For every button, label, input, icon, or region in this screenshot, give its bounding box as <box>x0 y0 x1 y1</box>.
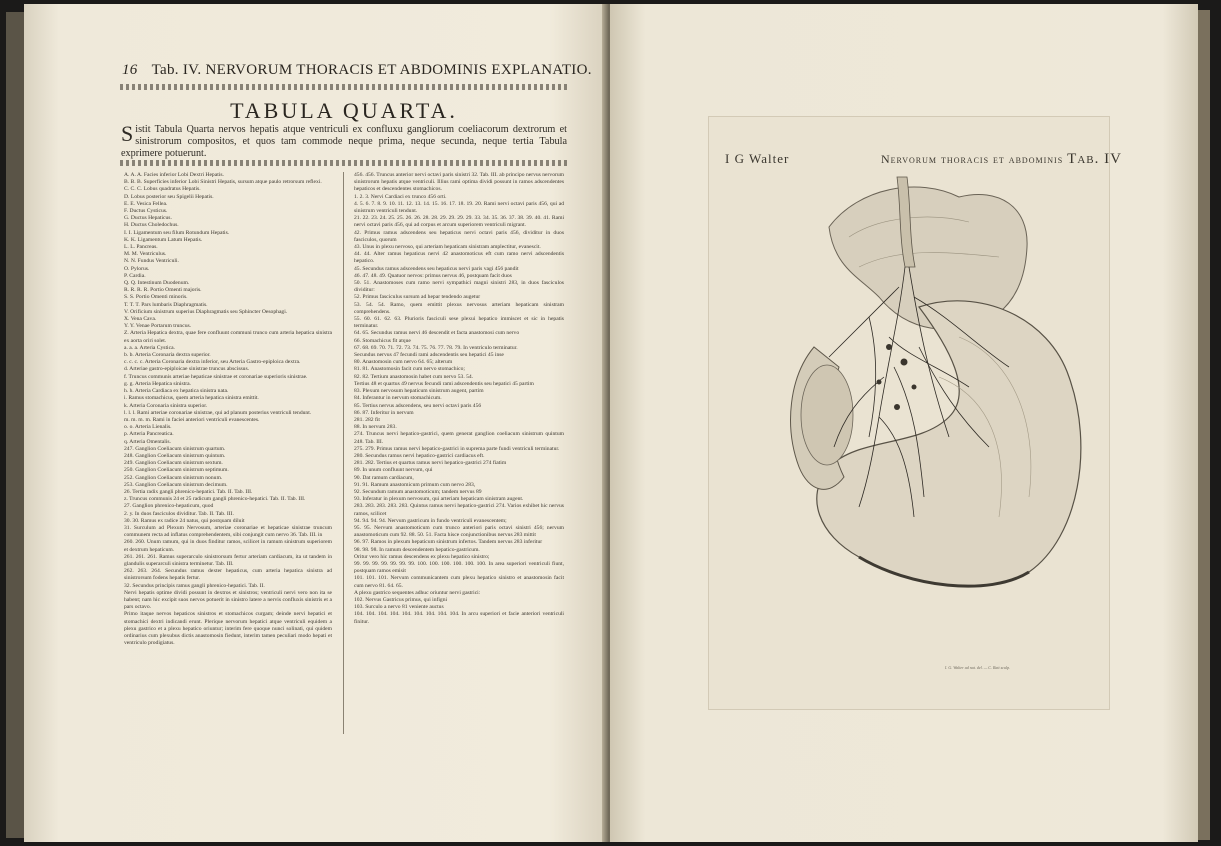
legend-entry: 64. 65. Secundus ramus nervi 46 descendit et facta anastomosi cum nervo <box>354 330 520 337</box>
legend-entry: A. A. A. Facies inferior Lobi Dextri Hepatis. <box>124 172 224 178</box>
legend-entry: Secundus nervus 47 fecundi rami adscendentis seu hepatici 45 inse <box>354 352 504 359</box>
legend-entry: Nervi hepatis optime dividi possunt in dextros et sinistros; ventriculi nervi vero non ita se habent; nam hic excipit suos nervos potuerit in sinistro latere a nervis confluxis sinistris et a pars octavo. <box>124 589 332 611</box>
legend-entry: 27. Ganglion phrenico-hepaticum, quod <box>124 503 214 510</box>
legend-entry: 52. Primus fasciculus sursum ad hepar tendendo augetur <box>354 294 481 301</box>
legend-entry: 102. Nervus Gastricus primus, qui infigni <box>354 596 448 603</box>
plate-tab-label: Tab. IV <box>1067 151 1122 167</box>
legend-entry: 26. Tertia radix gangli phrenico-hepatici. Tab. II. Tab. III. <box>124 488 253 495</box>
running-title: Tab. IV. NERVORUM THORACIS ET ABDOMINIS EXPLANATIO. <box>151 62 592 78</box>
legend-entry: I. I. Ligamentum seu filum Rotundum Hepatis. <box>124 229 230 236</box>
legend-entry: 82. 82. Tertium anastomosin habet cum nervo 53. 54. <box>354 373 474 380</box>
legend-entry: d. Arteriae gastro-epiploicae sinistrae truncus abscissus. <box>124 366 250 373</box>
legend-entry: a. a. a. Arteria Cystica. <box>124 344 175 351</box>
legend-entry: 43. Unus in plexu nervoso, qui arteriam hepaticam sinistram amplectitur, evanescit. <box>354 244 541 251</box>
legend-entry: 96. 97. Ramos in plexum hepaticum sinistrum infertos. Tandem nervus 283 inferitur <box>354 539 543 546</box>
legend-entry: 99. 99. 99. 99. 99. 99. 99. 100. 100. 100. 100. 100. 100. In area superiori ventriculi fiunt, postquam ramos emisit <box>354 560 564 575</box>
legend-entry: k. Arteria Coronaria sinistra superior. <box>124 402 208 409</box>
legend-column-right <box>354 172 564 626</box>
legend-entry: H. Ductus Choledochus. <box>124 222 179 229</box>
legend-entry: P. Cardia. <box>124 272 146 279</box>
legend-column-left <box>124 172 332 647</box>
engraved-plate <box>708 116 1122 710</box>
legend-entry: Oritur vero hic ramus descendens ex plexu hepatico sinistro; <box>354 553 490 560</box>
legend-entry: D. Lobus posterior seu Spigelii Hepatis. <box>124 193 214 200</box>
legend-entry: 50. 51. Anastomoses cum ramo nervi sympathici magni sinistri 283, in duos fasciculos dividitur: <box>354 280 564 294</box>
legend-entry: Q. Q. Intestinum Duodenum. <box>124 280 190 287</box>
legend-entry: 91. 91. Ramum anastomicum primum cum nervo 283, <box>354 481 476 488</box>
legend-entry: i. Ramus stomachicus, quem arteria hepatica sinistra emittit. <box>124 395 259 402</box>
plate-title-text: Nervorum thoracis et abdominis <box>881 152 1064 166</box>
legend-entry: 66. Stomachicus fit atque <box>354 337 411 344</box>
book-edge-right <box>1198 10 1210 840</box>
legend-entry: l. l. l. Rami arteriae coronariae sinistrae, qui ad planum posterius ventriculi tendunt. <box>124 409 312 416</box>
legend-entry: 45. Secundus ramus adscendens seu hepaticus nervi paris vagi 456 pandit <box>354 265 519 272</box>
legend-entry: 98. 98. 98. In ramum descendentem hepatico-gastricum. <box>354 546 480 553</box>
intro-text: istit Tabula Quarta nervos hepatis atque ventriculi ex confluxu gangliorum coeliacorum dextrorum et sinistrorum compositos, et quos tam commode neque prima, neque secunda, neque tertia Tabula exprimere potuerunt. <box>121 124 567 159</box>
legend-entry: 67. 68. 69. 70. 71. 72. 73. 74. 75. 76. 77. 78. 79. In ventriculo terminatur. <box>354 344 518 351</box>
legend-entry: 253. Ganglion Coeliacum sinistrum decimum. <box>124 481 228 488</box>
legend-entry: m. m. m. m. Rami in faciei anteriori ventriculi evanescentes. <box>124 416 260 423</box>
legend-entry: 262. 263. 264. Secundus ramus dexter hepaticus, cum arteria hepatica sinistra ad sinistrorsum fodens hepatis fertur. <box>124 568 332 582</box>
legend-entry: 283. 283. 283. 283. 283. Quintus ramus nervi hepatico-gastrici 274. Varios exhibet hic nervus ramos, scilicet <box>354 503 564 517</box>
legend-entry: Tertius 48 et quartus 49 nervus fecundi rami adscendentis seu hepatici 45 partim <box>354 380 534 387</box>
legend-entry: z. Truncus communis 24 et 25 radicum gangli phrenico-hepatici. Tab. II. Tab. III. <box>124 496 306 503</box>
legend-entry: p. Arteria Pancreatica. <box>124 431 174 438</box>
ornament-rule-top <box>120 84 568 90</box>
legend-entry: h. h. Arteria Cardiaca ex hepatica sinistra nata. <box>124 388 229 395</box>
legend-entry: 86. 87. Inferitur in nervum <box>354 409 414 416</box>
legend-entry: 281. 282. Tertius et quartus ramus nervi hepatico-gastrici 274 fiatim <box>354 460 507 467</box>
legend-entry: X. Vena Cava. <box>124 316 157 323</box>
legend-entry: Primo itaque nervos hepaticos sinistros et stomachicos curgam; deinde nervi hepatici et stomachici dextri indicandi erunt. Plerique nervorum hepatici atque ventriculi equidem a plexu gastrico et a plexu hepatico oriuntur; interim fere quoque nunci solinati, qui quidem ordinarius cum plexubus dictis anastomosin fiedunt, interim tamen peculiari modo hepati et ventriculo prodigiatus. <box>124 611 332 647</box>
legend-entry: B. B. B. Superficies inferior Lobi Sinistri Hepatis, sursum atque paulo retrorsum reflexi. <box>124 179 322 186</box>
legend-entry: V. Orificium sinistrum superius Diaphragmatis seu Sphincter Oesophagi. <box>124 308 288 315</box>
legend-entry: M. M. Ventriculus. <box>124 251 167 258</box>
legend-entry: 280. Secundus ramus nervi hepatico-gastrici cardiacus eft. <box>354 452 485 459</box>
legend-entry: O. Pylorus. <box>124 265 150 272</box>
legend-entry: 261. 261. 261. Ramus superarculo sinistrorsum fertur arteriam cardiacum, ita ut tandem in glandulis superarculi sinistra terminetur. Tab. III. <box>124 553 332 567</box>
legend-entry: 46. 47. 48. 49. Quatuor nervos: primus nervus 46, postquam facit duos <box>354 272 512 279</box>
legend-entry: c. c. c. c. Arteria Coronaria dextra inferior, seu Arteria Gastro-epiploica dextra. <box>124 359 301 366</box>
legend-entry: 2. y. In duos fasciculos dividitur. Tab. II. Tab. III. <box>124 510 234 517</box>
legend-entry: 252. Ganglion Coeliacum sinistrum nonum. <box>124 474 223 481</box>
legend-entry: 89. In unum confluunt nervum, qui <box>354 467 433 474</box>
legend-entry: 92. Secundum ramum anastomoticum; tandem nervus 89 <box>354 488 482 495</box>
legend-entry: 55. 60. 61. 62. 63. Plurioris fasciculi sese plexui hepatico immiscet et sic in hepatis terminatur. <box>354 316 564 330</box>
legend-entry: 260. 260. Unum ramum, qui in duos finditur ramos, scilicet in ramum sinistrum superiorem et dextrum hepaticum. <box>124 539 332 553</box>
legend-entry: 42. Primus ramus adscendens seu hepaticus nervi octavi paris 456, dividitur in duos fasciculos, quorum <box>354 229 564 243</box>
legend-entry: b. b. Arteria Coronaria dextra superior. <box>124 352 211 359</box>
legend-entry: 30. 30. Ramus ex radice 24 natus, qui postquam diluit <box>124 517 245 524</box>
legend-entry: G. Ductus Hepaticus. <box>124 215 172 222</box>
legend-entry: 94. 94. 94. 94. Nervum gastricum in fundo ventriculi evanescentem; <box>354 517 507 524</box>
column-divider <box>343 172 344 734</box>
legend-entry: 93. Inferatur in plexum nervosum, qui arteriam hepaticam sinistram augent. <box>354 496 524 503</box>
legend-entry: K. K. Ligamentum Latum Hepatis. <box>124 236 203 243</box>
legend-entry: 101. 101. 101. Nervum communicantem cum plexu hepatico sinistro et anastomosin facit cum nervo 81. 64. 65. <box>354 575 564 589</box>
legend-entry: 274. Truncus nervi hepatico-gastrici, quem generat ganglion coeliacum sinistrum quintum 248. Tab. III. <box>354 431 564 445</box>
legend-entry: Y. Y. Venae Portarum truncus. <box>124 323 192 330</box>
legend-entry: S. S. Portio Omenti minoris. <box>124 294 188 301</box>
legend-entry: F. Ductus Cysticus. <box>124 208 168 215</box>
legend-entry: 250. Ganglion Coeliacum sinistrum septimum. <box>124 467 229 474</box>
legend-entry: f. Truncus communis arteriae hepaticae sinistrae et coronariae superioris sinistrae. <box>124 373 308 380</box>
section-title: TABULA QUARTA. <box>230 98 458 123</box>
legend-entry: 84. Inferantur in nervum stomachicum. <box>354 395 442 402</box>
legend-entry: E. E. Vesica Fellea. <box>124 200 168 207</box>
plate-author: I G Walter <box>725 151 790 166</box>
legend-entry: q. Arteria Omentalis. <box>124 438 171 445</box>
legend-entry: 103. Surculo a nervo 81 veniente auctus <box>354 604 444 611</box>
legend-entry: g. g. Arteria Hepatica sinistra. <box>124 380 191 387</box>
legend-entry: 21. 22. 23. 24. 25. 25. 26. 26. 28. 28. 29. 29. 29. 29. 33. 34. 35. 36. 37. 38. 39. 40. 41. Rami nervi octavi paris 456, qui ad corpus et arcum superiorem ventriculi migrant. <box>354 215 564 229</box>
left-page <box>24 4 608 842</box>
page-number: 16 <box>122 62 138 78</box>
legend-entry: 275. 279. Primus ramus nervi hepatico-gastrici in suprema parte fundi ventriculi terminatur. <box>354 445 560 452</box>
legend-entry: 95. 95. Nervum anastomoticum cum trunco anteriori paris octavi sinistri 456; nervum anastomoticum cum 92. 88. 50. 51. Facta hisce conjunctionibus nervus 283 mittit <box>354 524 564 539</box>
book-spread <box>6 4 1215 842</box>
legend-entry: 456. 456. Truncus anterior nervi octavi paris sinistri 32. Tab. III. ab principo nervus nervorum sinistrorum hepatis atque ventriculi. Illius rami optima dividi possunt in ramos adscendentes hepaticos et descendentes stomachicos. <box>354 172 565 193</box>
stomach-shape <box>817 301 1081 586</box>
legend-entry: 249. Ganglion Coeliacum sinistrum sextum. <box>124 460 223 467</box>
legend-entry: 1. 2. 3. Nervi Cardiaci ex trunco 456 orti. <box>354 193 447 200</box>
legend-entry: 281. 282 fit <box>354 416 380 423</box>
legend-entry: R. R. R. R. Portio Omenti majoris. <box>124 287 202 294</box>
legend-entry: A plexu gastrico sequentes adhuc oriuntur nervi gastrici: <box>354 589 481 596</box>
legend-entry: 104. 104. 104. 104. 104. 104. 104. 104. 104. In arcu superiori et facie anteriori ventriculi finitur. <box>354 611 564 625</box>
legend-entry: o. o. Arteria Lienalis. <box>124 424 172 431</box>
legend-entry: 88. In nervum 283. <box>354 424 397 431</box>
right-page <box>610 4 1198 842</box>
legend-entry: N. N. Fundus Ventriculi. <box>124 258 179 265</box>
intro-paragraph <box>121 121 567 160</box>
book-edge-left <box>6 12 24 838</box>
legend-entry: 248. Ganglion Coeliacum sinistrum quintum. <box>124 452 226 459</box>
legend-entry: C. C. C. Lobus quadratus Hepatis. <box>124 186 201 193</box>
legend-entry: 32. Secundus principis ramus gangli phrenico-hepatici. Tab. II. <box>124 582 265 589</box>
drop-cap: S <box>121 121 134 146</box>
ornament-rule-middle <box>120 160 568 166</box>
legend-entry: 85. Tertius nervus adscendens, seu nervi octavi paris 456 <box>354 402 482 409</box>
legend-entry: T. T. T. Pars lumbaris Diaphragmatis. <box>124 301 208 308</box>
running-head <box>122 62 592 79</box>
legend-entry: 53. 54. 54. Ramo, quem emittit plexus nervosus arteriam hepaticam sinistram comprehendens. <box>354 301 564 315</box>
legend-entry: Z. Arteria Hepatica dextra, quae fere confluunt communi trunco cum arteria hepatica sinistra ex aorta oriri solet. <box>124 330 332 344</box>
legend-entry: 90. Dat ramum cardiacum, <box>354 474 414 481</box>
legend-entry: 83. Plexum nervosum hepaticum sinistrum augent, partim <box>354 388 484 395</box>
legend-entry: 81. 81. Anastomosin facit cum nervo stomachico; <box>354 366 465 373</box>
anatomical-illustration <box>709 117 1109 709</box>
legend-entry: L. L. Pancreas. <box>124 244 158 251</box>
legend-entry: 247. Ganglion Coeliacum sinistrum quartum. <box>124 445 226 452</box>
engraver-signature: I. G. Walter ad nat. del. — C. Ratt sculp. <box>945 665 1011 670</box>
legend-entry: 80. Anastomosin cum nervo 64. 65; alterum <box>354 359 453 366</box>
legend-entry: 44. 44. Alter ramus hepaticus nervi 42 anastomoticus eft cum ramo nervi adscendentis hepatico. <box>354 251 564 265</box>
legend-entry: 31. Surculum ad Plexum Nervosum, arteriae coronariae et hepaticae sinistrae truncum communem recta ad inflatus comprehendentem, sibi conjungit cum nervo 36. Tab. III. in <box>124 524 332 539</box>
legend-entry: 4. 5. 6. 7. 8. 9. 10. 11. 12. 13. 14. 15. 16. 17. 18. 19. 20. Rami nervi octavi paris 456, qui ad sinistrum ventriculi tendunt. <box>354 200 564 215</box>
